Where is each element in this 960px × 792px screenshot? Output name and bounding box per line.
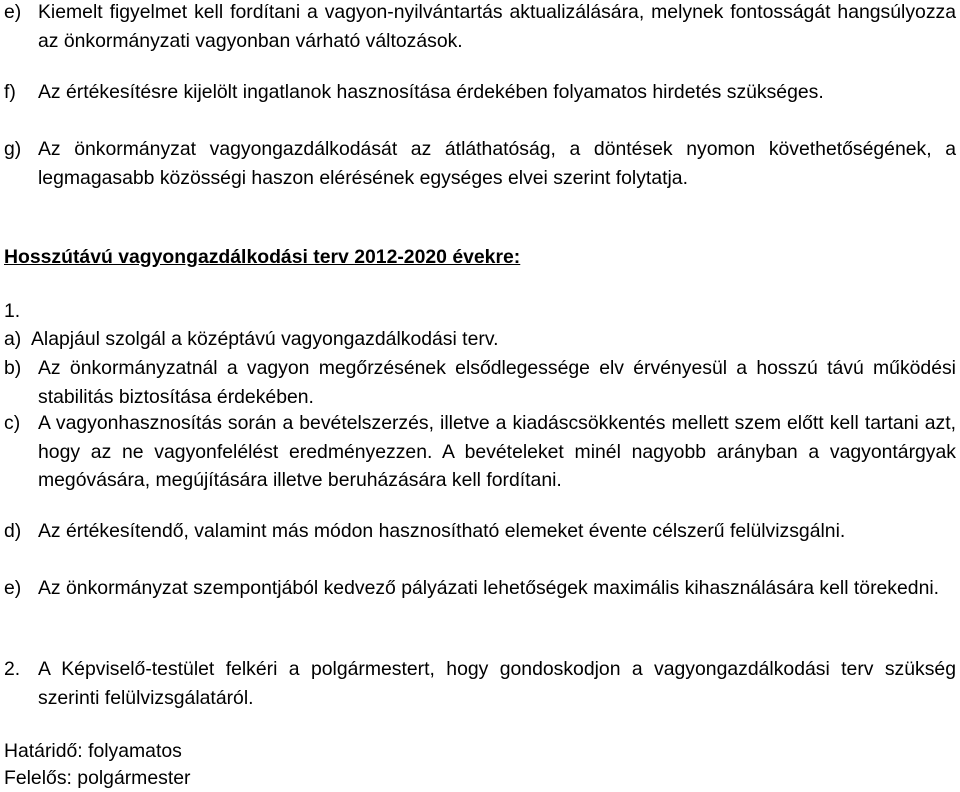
list-item <box>4 574 956 603</box>
list-item <box>4 135 956 192</box>
item-label: c) <box>4 412 21 434</box>
list-item <box>4 517 956 546</box>
section-number: 2. <box>4 658 21 680</box>
item-text: Kiemelt figyelmet kell fordítani a vagyon-nyilvántartás aktualizálására, melynek fontosságát hangsúlyozza az önkormányzati vagyonban várható változások. <box>38 1 956 52</box>
item-text: Az értékesítendő, valamint más módon hasznosítható elemeket évente célszerű felülvizsgálni. <box>38 520 846 542</box>
item-text: Alapjául szolgál a középtávú vagyongazdálkodási terv. <box>31 328 499 350</box>
list-item <box>4 325 956 354</box>
item-text: A vagyonhasznosítás során a bevételszerzés, illetve a kiadáscsökkentés mellett szem előtt kell tartani azt, hogy az ne vagyonfelélést eredményezzen. A bevételeket minél nagyobb arányban a vagyontárgyak megóvására, megújítására illetve beruházására kell fordítani. <box>38 412 956 491</box>
item-text: Az önkormányzat szempontjából kedvező pályázati lehetőségek maximális kihasználására kell törekedni. <box>38 577 940 599</box>
item-label: b) <box>4 357 22 379</box>
item-label: d) <box>4 520 22 542</box>
item-label: f) <box>4 81 16 103</box>
item-text: Az önkormányzatnál a vagyon megőrzésének elsődlegessége elv érvényesül a hosszú távú működési stabilitás biztosítása érdekében. <box>38 357 956 408</box>
list-item <box>4 354 956 411</box>
item-label: e) <box>4 577 22 599</box>
item-label: a) <box>4 328 22 350</box>
item-text: Az értékesítésre kijelölt ingatlanok hasznosítása érdekében folyamatos hirdetés szükséges. <box>38 81 824 103</box>
item-label: e) <box>4 1 22 23</box>
deadline-text: Határidő: folyamatos <box>4 740 182 762</box>
section-heading: Hosszútávú vagyongazdálkodási terv 2012-2020 évekre: <box>4 246 521 268</box>
list-item <box>4 409 956 495</box>
responsible-text: Felelős: polgármester <box>4 767 191 789</box>
list-item <box>4 655 956 712</box>
item-label: g) <box>4 138 22 160</box>
list-item <box>4 78 956 107</box>
list-item <box>4 0 956 55</box>
item-text: Az önkormányzat vagyongazdálkodását az átláthatóság, a döntések nyomon követhetőségének, a legmagasabb közösségi haszon elérésének egységes elvei szerint folytatja. <box>38 138 956 189</box>
section-number: 1. <box>4 300 21 322</box>
item-text: A Képviselő-testület felkéri a polgármestert, hogy gondoskodjon a vagyongazdálkodási terv szükség szerinti felülvizsgálatáról. <box>38 658 956 709</box>
